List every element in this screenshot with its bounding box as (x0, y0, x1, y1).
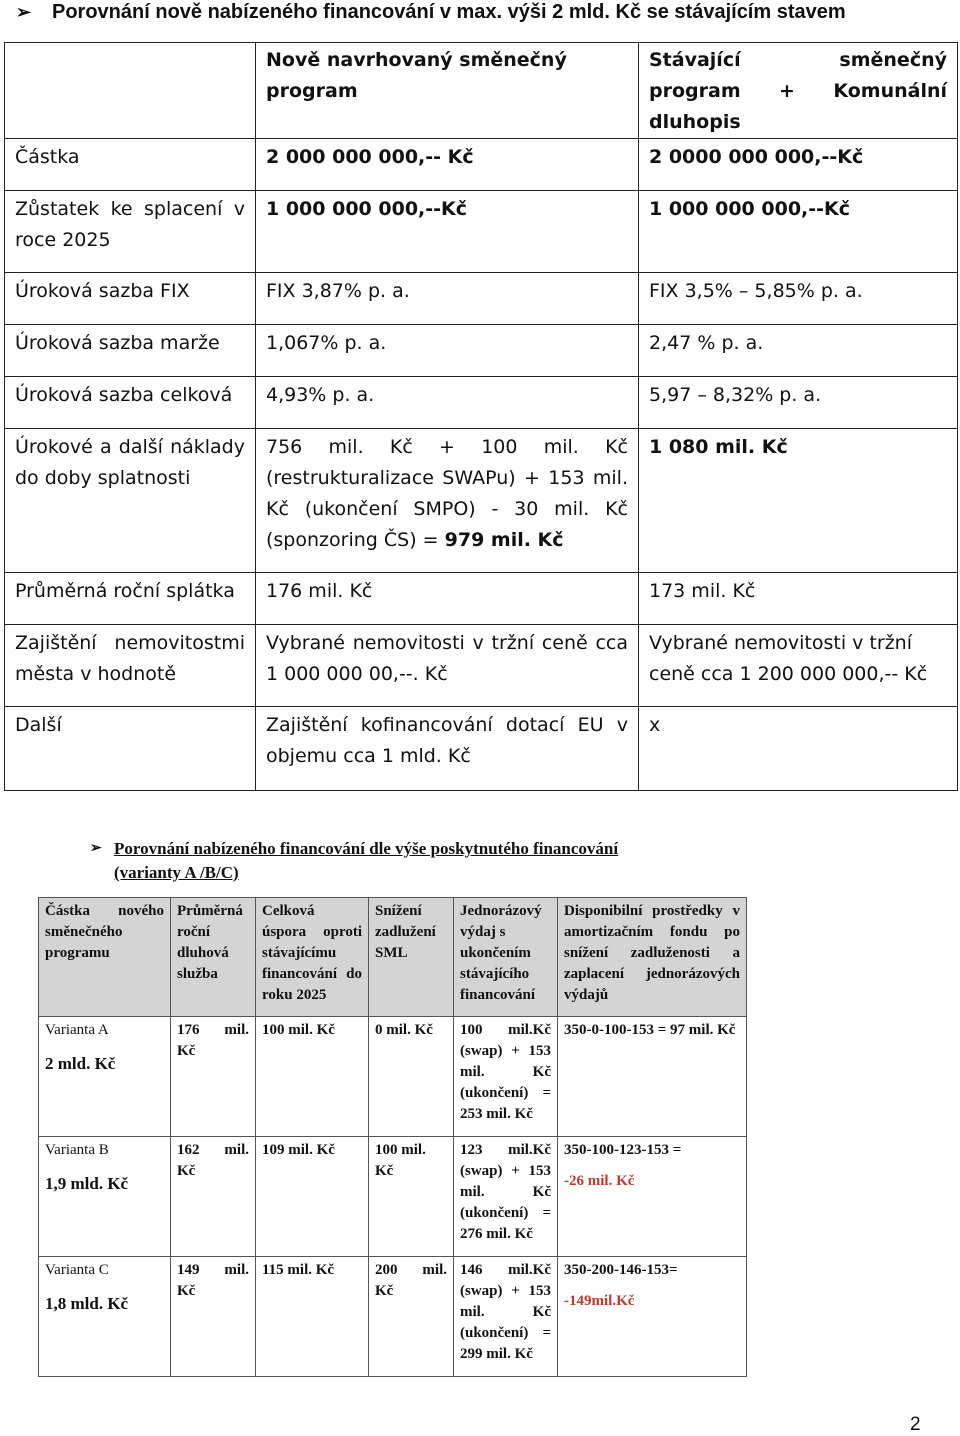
row-label: Úrokové a další náklady do doby splatnosti (5, 429, 256, 573)
reduction-cell: 0 mil. Kč (369, 1017, 454, 1137)
available-cell (558, 1017, 747, 1137)
header-cell: Snížení zadlužení SML (369, 898, 454, 1017)
variant-amount: 2 mld. Kč (45, 1054, 116, 1073)
current-value: Vybrané nemovitosti v tržní ceně cca 1 200 000 000,-- Kč (639, 625, 958, 707)
table-row (5, 429, 958, 573)
table-row (5, 377, 958, 429)
new-value: 1 000 000 000,--Kč (256, 191, 639, 273)
row-label: Úroková sazba celková (5, 377, 256, 429)
new-value: Vybrané nemovitosti v tržní ceně cca 1 000 000 00,--. Kč (256, 625, 639, 707)
one-off-cell: 100 mil.Kč (swap) + 153 mil. Kč (ukončení) = 253 mil. Kč (454, 1017, 558, 1137)
available-result: -149mil.Kč (564, 1293, 635, 1309)
table-row (5, 625, 958, 707)
variant-row (39, 1017, 747, 1137)
row-label: Další (5, 707, 256, 791)
row-label: Zajištění nemovitostmi města v hodnotě (5, 625, 256, 707)
available-formula: 350-100-123-153 = (564, 1142, 682, 1158)
available-formula: 350-200-146-153= (564, 1262, 678, 1278)
current-value: 1 000 000 000,--Kč (639, 191, 958, 273)
available-formula: 350-0-100-153 = 97 mil. Kč (564, 1022, 736, 1038)
current-value: 1 080 mil. Kč (639, 429, 958, 573)
current-value: 173 mil. Kč (639, 573, 958, 625)
saving-cell: 109 mil. Kč (256, 1137, 369, 1257)
row-label: Úroková sazba FIX (5, 273, 256, 325)
header-cell: Částka nového směnečného programu (39, 898, 171, 1017)
variant-row (39, 1137, 747, 1257)
header-cell: Jednorázový výdaj s ukončením stávajícího financování (454, 898, 558, 1017)
current-value: 5,97 – 8,32% p. a. (639, 377, 958, 429)
header-empty-cell (5, 43, 256, 139)
section2-title-line1: Porovnání nabízeného financování dle výše poskytnutého financování (114, 839, 619, 858)
new-value: 176 mil. Kč (256, 573, 639, 625)
variant-row (39, 1257, 747, 1377)
available-cell (558, 1257, 747, 1377)
variant-cell (39, 1137, 171, 1257)
new-value: 4,93% p. a. (256, 377, 639, 429)
cost-total: 979 mil. Kč (444, 529, 564, 551)
variant-cell (39, 1017, 171, 1137)
variant-name: Varianta B (45, 1142, 109, 1158)
arrow-bullet-icon: ➢ (90, 841, 102, 856)
current-value: x (639, 707, 958, 791)
variant-amount: 1,9 mld. Kč (45, 1174, 129, 1193)
variant-amount: 1,8 mld. Kč (45, 1294, 129, 1313)
current-value: 2 0000 000 000,--Kč (639, 139, 958, 191)
section2-title-line2: (varianty A /B/C) (114, 863, 239, 882)
row-label: Zůstatek ke splacení v roce 2025 (5, 191, 256, 273)
page-number: 2 (910, 1414, 921, 1435)
header-cell: Disponibilní prostředky v amortizačním fondu po snížení zadluženosti a zaplacení jednorázových výdajů (558, 898, 747, 1017)
available-cell (558, 1137, 747, 1257)
row-label: Úroková sazba marže (5, 325, 256, 377)
new-value: 1,067% p. a. (256, 325, 639, 377)
variant-cell (39, 1257, 171, 1377)
current-value: 2,47 % p. a. (639, 325, 958, 377)
saving-cell: 115 mil. Kč (256, 1257, 369, 1377)
one-off-cell: 123 mil.Kč (swap) + 153 mil. Kč (ukončení) = 276 mil. Kč (454, 1137, 558, 1257)
arrow-bullet-icon: ➢ (16, 2, 32, 22)
header-cell: Celková úspora oproti stávajícímu financování do roku 2025 (256, 898, 369, 1017)
new-value: Zajištění kofinancování dotací EU v objemu cca 1 mld. Kč (256, 707, 639, 791)
header-cell: Průměrná roční dluhová služba (171, 898, 256, 1017)
variants-header-row (39, 898, 747, 1017)
cost-breakdown: 756 mil. Kč + 100 mil. Kč (restrukturalizace SWAPu) + 153 mil. Kč (ukončení SMPO) - 30 mil. Kč (sponzoring ČS) = (266, 436, 628, 551)
new-value (256, 429, 639, 573)
table-row (5, 139, 958, 191)
available-result: -26 mil. Kč (564, 1173, 635, 1189)
one-off-cell: 146 mil.Kč (swap) + 153 mil. Kč (ukončení) = 299 mil. Kč (454, 1257, 558, 1377)
section1-title-text: Porovnání nově nabízeného financování v max. výši 2 mld. Kč se stávajícím stavem (52, 1, 846, 23)
table-header-row (5, 43, 958, 139)
comparison-table (4, 42, 958, 791)
table-row (5, 707, 958, 791)
new-value: FIX 3,87% p. a. (256, 273, 639, 325)
table-row (5, 191, 958, 273)
new-value: 2 000 000 000,-- Kč (256, 139, 639, 191)
reduction-cell: 100 mil. Kč (369, 1137, 454, 1257)
table-row (5, 273, 958, 325)
table-row (5, 325, 958, 377)
debt-service-cell: 176 mil. Kč (171, 1017, 256, 1137)
section1-title (16, 0, 846, 24)
row-label: Částka (5, 139, 256, 191)
current-value: FIX 3,5% – 5,85% p. a. (639, 273, 958, 325)
header-current-program: Stávající směnečný program + Komunální dluhopis (639, 43, 958, 139)
reduction-cell: 200 mil. Kč (369, 1257, 454, 1377)
debt-service-cell: 149 mil. Kč (171, 1257, 256, 1377)
saving-cell: 100 mil. Kč (256, 1017, 369, 1137)
section2-title (90, 837, 619, 885)
header-new-program: Nově navrhovaný směnečný program (256, 43, 639, 139)
variant-name: Varianta C (45, 1262, 109, 1278)
debt-service-cell: 162 mil. Kč (171, 1137, 256, 1257)
row-label: Průměrná roční splátka (5, 573, 256, 625)
variant-name: Varianta A (45, 1022, 109, 1038)
table-row (5, 573, 958, 625)
variants-table (38, 897, 747, 1377)
